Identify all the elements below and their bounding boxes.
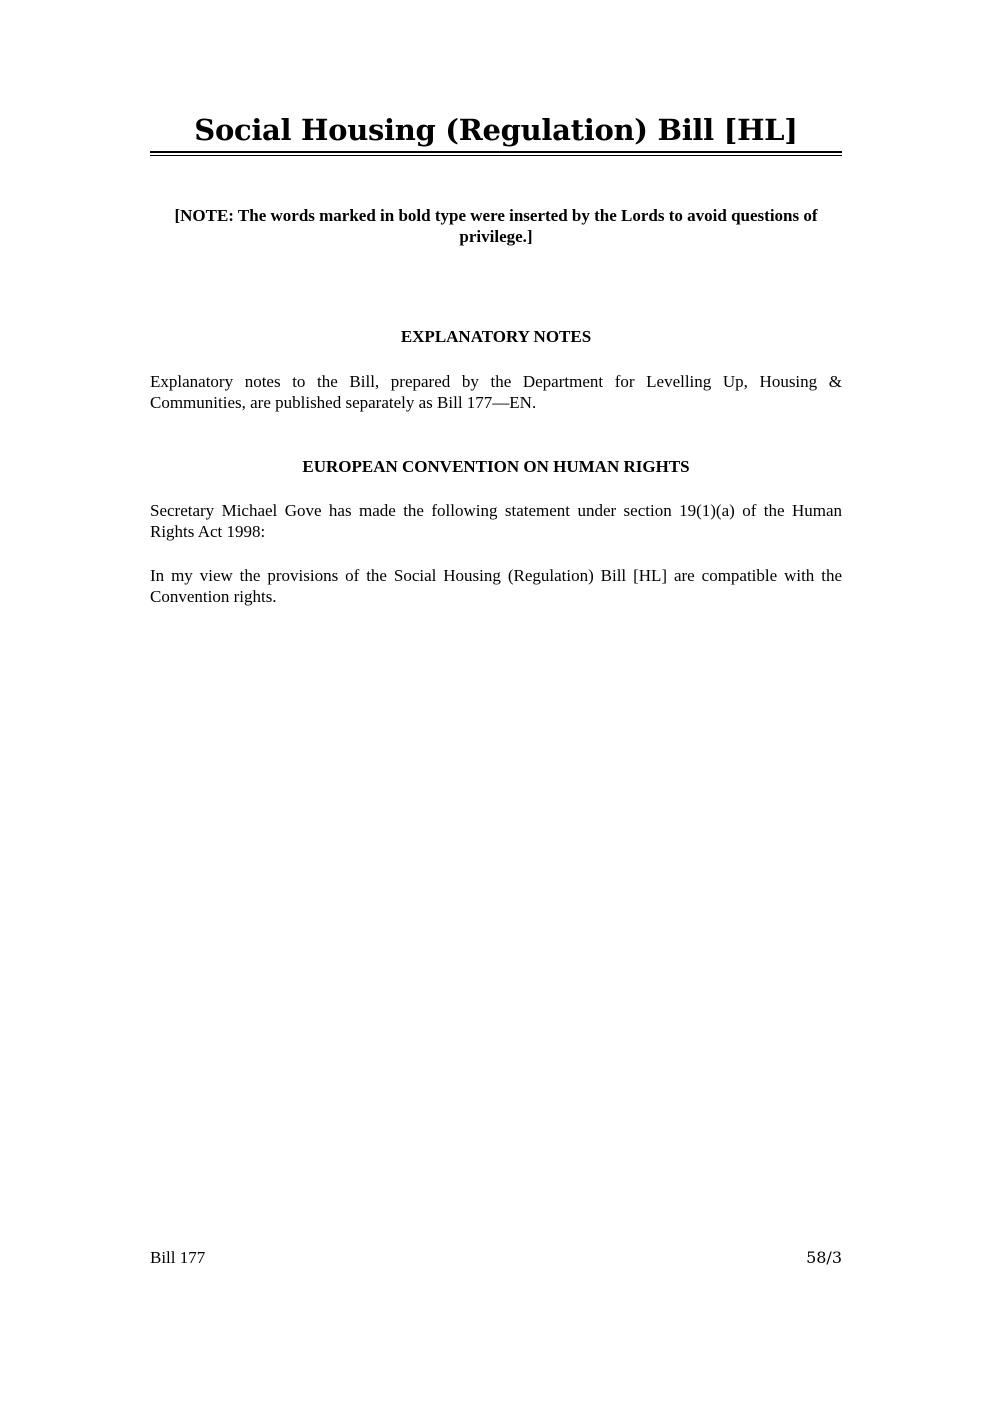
footer-bill-number: Bill 177 bbox=[150, 1248, 206, 1267]
echr-heading: EUROPEAN CONVENTION ON HUMAN RIGHTS bbox=[302, 457, 690, 476]
privilege-note: [NOTE: The words marked in bold type were inserted by the Lords to avoid questions of privilege.] bbox=[174, 206, 818, 246]
explanatory-notes-heading: EXPLANATORY NOTES bbox=[400, 327, 592, 346]
explanatory-notes-paragraph: Explanatory notes to the Bill, prepared by the Department for Levelling Up, Housing & Communities, are published separately as Bill 177—EN. bbox=[150, 372, 842, 412]
echr-statement-paragraph: Secretary Michael Gove has made the following statement under section 19(1)(a) of the Human Rights Act 1998: bbox=[150, 501, 842, 541]
bill-title: Social Housing (Regulation) Bill [HL] bbox=[194, 113, 798, 147]
footer-print-reference: 58/3 bbox=[806, 1248, 842, 1267]
title-rule-thin bbox=[150, 155, 842, 156]
title-rule-thick bbox=[150, 151, 842, 153]
echr-compatibility-paragraph: In my view the provisions of the Social Housing (Regulation) Bill [HL] are compatible with the Convention rights. bbox=[150, 566, 842, 606]
